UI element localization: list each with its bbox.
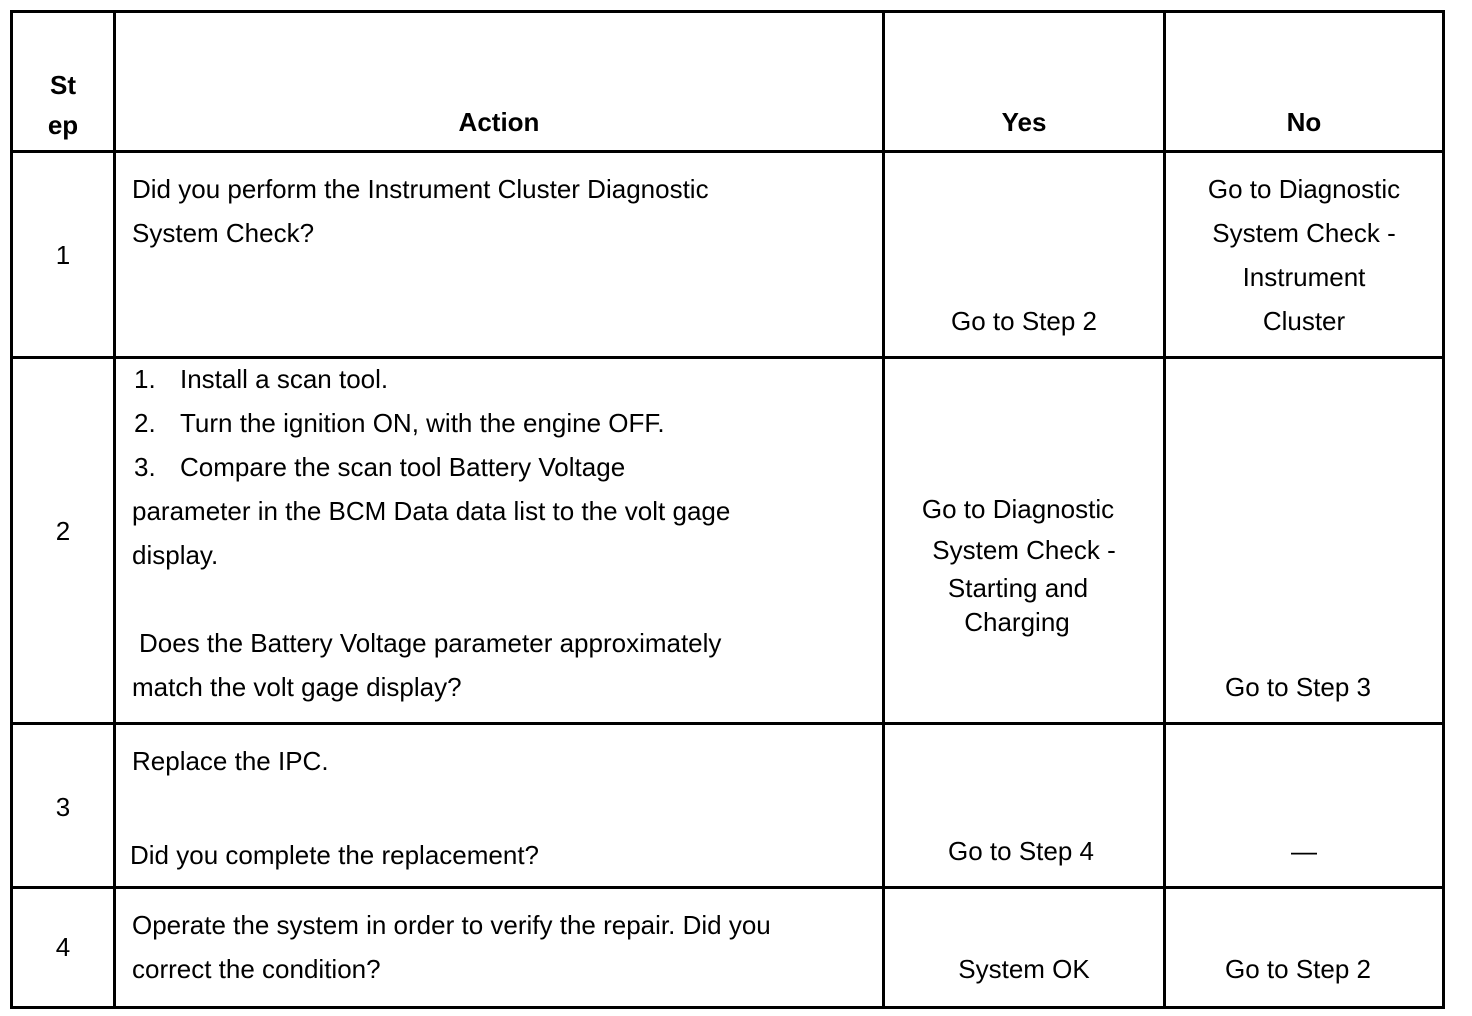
diagnostic-table-frame (10, 10, 1442, 1008)
action-list-item (134, 401, 665, 445)
header-step-cell (12, 12, 115, 152)
no-cell (1165, 358, 1444, 724)
table-row (12, 358, 1444, 724)
yes-result: Go to Step 4 (948, 836, 1094, 866)
action-line: Replace the IPC. (132, 746, 329, 776)
yes-cell (884, 724, 1165, 888)
action-line: Did you complete the replacement? (130, 840, 540, 870)
table-header-row (12, 12, 1444, 152)
no-result-line: Instrument (1242, 262, 1366, 292)
header-action-label: Action (458, 107, 540, 137)
list-text: Turn the ignition ON, with the engine OFF. (180, 408, 665, 438)
no-result-line: Go to Diagnostic (1207, 174, 1401, 204)
yes-cell (884, 888, 1165, 1008)
list-text: Install a scan tool. (180, 364, 389, 394)
step-number: 1 (55, 240, 71, 270)
step-number: 2 (55, 516, 71, 546)
no-result-line: Cluster (1262, 306, 1346, 336)
yes-cell (884, 152, 1165, 358)
step-number: 3 (55, 792, 71, 822)
action-cell (115, 152, 884, 358)
no-result: — (1291, 836, 1317, 866)
action-list-item (134, 445, 665, 489)
header-step-line1: St (50, 70, 76, 100)
header-no-label: No (1286, 107, 1322, 137)
diagnostic-table (10, 10, 1445, 1009)
step-cell (12, 152, 115, 358)
action-line: System Check? (132, 218, 315, 248)
action-line: correct the condition? (132, 954, 381, 984)
yes-result-line: Charging (964, 607, 1070, 637)
action-cell (115, 724, 884, 888)
action-line: parameter in the BCM Data data list to the volt gage (132, 496, 731, 526)
header-yes-cell (884, 12, 1165, 152)
action-line: match the volt gage display? (132, 672, 462, 702)
action-line: display. (132, 540, 219, 570)
no-cell (1165, 724, 1444, 888)
table-row (12, 724, 1444, 888)
no-result: Go to Step 2 (1225, 954, 1371, 984)
header-no-cell (1165, 12, 1444, 152)
no-cell (1165, 152, 1444, 358)
yes-result-line: Starting and (947, 573, 1089, 603)
yes-cell (884, 358, 1165, 724)
yes-result-line: System Check - (932, 535, 1116, 565)
action-line: Operate the system in order to verify the repair. Did you (132, 910, 771, 940)
no-result-line: System Check - (1212, 218, 1396, 248)
table-row (12, 152, 1444, 358)
step-cell (12, 724, 115, 888)
action-list-item (134, 357, 665, 401)
yes-result: Go to Step 2 (951, 306, 1097, 336)
header-yes-label: Yes (1001, 107, 1047, 137)
table-row (12, 888, 1444, 1008)
no-cell (1165, 888, 1444, 1008)
action-line: Does the Battery Voltage parameter approximately (139, 628, 722, 658)
header-step-line2: ep (47, 110, 79, 140)
yes-result-line: Go to Diagnostic (921, 494, 1115, 524)
action-line: Did you perform the Instrument Cluster Diagnostic (132, 174, 709, 204)
step-cell (12, 358, 115, 724)
yes-result: System OK (958, 954, 1090, 984)
action-cell (115, 358, 884, 724)
list-number: 3. (134, 452, 156, 482)
no-result: Go to Step 3 (1225, 672, 1371, 702)
step-number: 4 (55, 932, 71, 962)
step-cell (12, 888, 115, 1008)
list-number: 2. (134, 408, 156, 438)
header-action-cell (115, 12, 884, 152)
list-number: 1. (134, 364, 156, 394)
action-cell (115, 888, 884, 1008)
list-text: Compare the scan tool Battery Voltage (180, 452, 626, 482)
